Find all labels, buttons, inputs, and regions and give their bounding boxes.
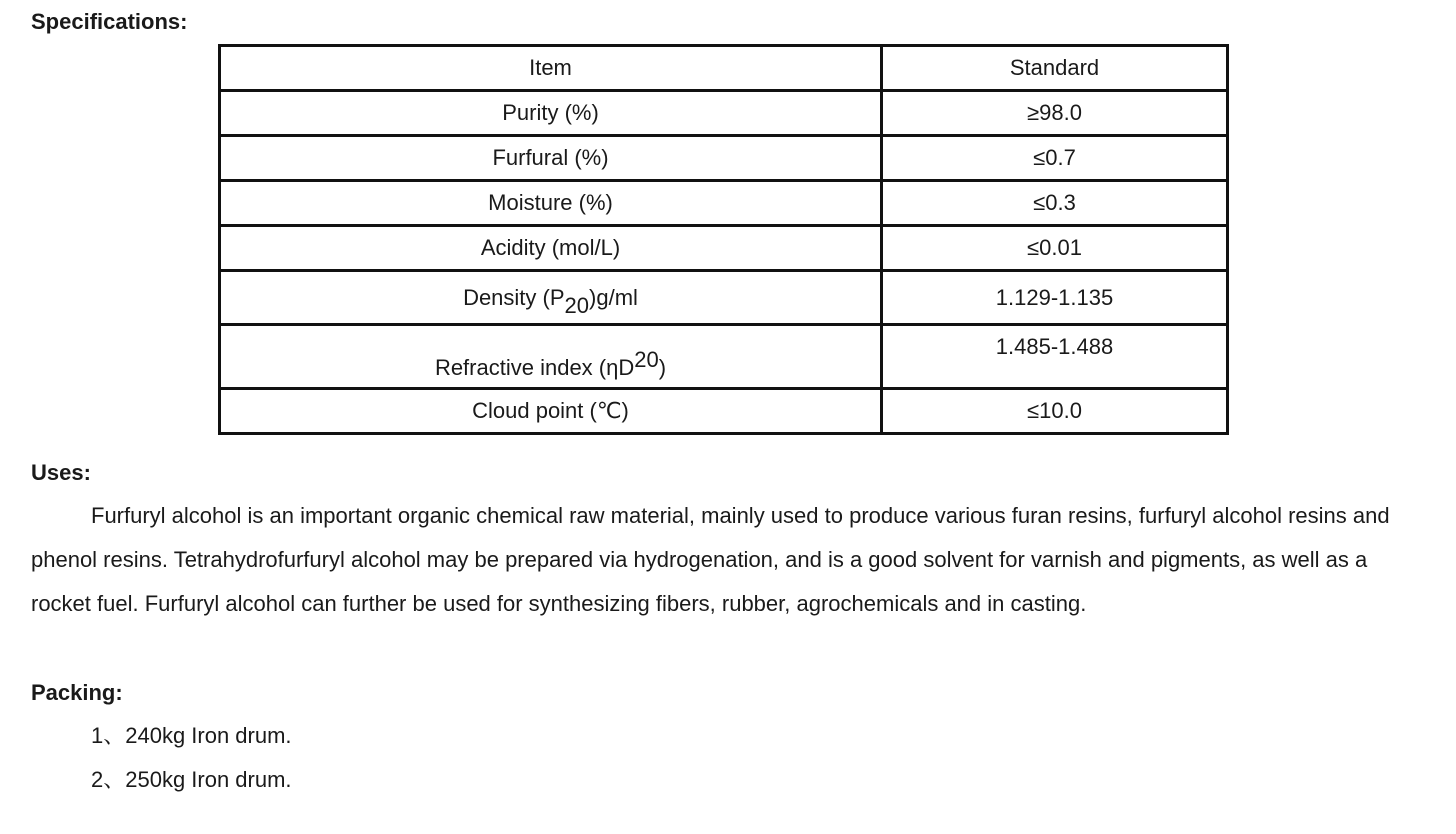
table-row: [220, 271, 1228, 325]
item-subscript: 20: [564, 292, 590, 318]
item-superscript: 20: [634, 347, 659, 372]
item-cell: [220, 271, 882, 325]
table-header-row: [220, 46, 1228, 91]
standard-cell: ≤10.0: [882, 389, 1228, 434]
table-row: [220, 389, 1228, 434]
item-text: )g/ml: [589, 284, 638, 310]
standard-cell: 1.485-1.488: [882, 325, 1228, 389]
standard-cell: 1.129-1.135: [882, 271, 1228, 325]
item-cell: Furfural (%): [220, 136, 882, 181]
table-row: [220, 181, 1228, 226]
table-row: [220, 325, 1228, 389]
uses-heading: Uses:: [31, 460, 91, 485]
standard-cell: ≤0.3: [882, 181, 1228, 226]
item-text: Density (P: [463, 284, 565, 310]
standard-cell: ≥98.0: [882, 91, 1228, 136]
item-cell: Purity (%): [220, 91, 882, 136]
standard-cell: ≤0.7: [882, 136, 1228, 181]
item-cell: Cloud point (℃): [220, 389, 882, 434]
item-cell: Moisture (%): [220, 181, 882, 226]
specifications-table: [218, 44, 1229, 435]
specifications-heading: Specifications:: [31, 9, 188, 34]
packing-heading: Packing:: [31, 680, 123, 705]
standard-cell: ≤0.01: [882, 226, 1228, 271]
packing-item: 2、250kg Iron drum.: [91, 767, 292, 792]
item-text: ): [658, 355, 667, 380]
table-row: [220, 226, 1228, 271]
item-cell: [220, 325, 882, 389]
table-row: [220, 136, 1228, 181]
uses-paragraph: Furfuryl alcohol is an important organic chemical raw material, mainly used to produce various furan resins, furfuryl alcohol resins and phenol resins. Tetrahydrofurfuryl alcohol may be prepared via hydrogenation, and is a good solvent for varnish and pigments, as well as a rocket fuel. Furfuryl alcohol can further be used for synthesizing fibers, rubber, agrochemicals and in casting.: [31, 503, 1390, 616]
item-cell: Acidity (mol/L): [220, 226, 882, 271]
header-standard: Standard: [882, 46, 1228, 91]
packing-item: 1、240kg Iron drum.: [91, 723, 292, 748]
table-row: [220, 91, 1228, 136]
item-text: Refractive index (ηD: [434, 355, 635, 380]
header-item: Item: [220, 46, 882, 91]
